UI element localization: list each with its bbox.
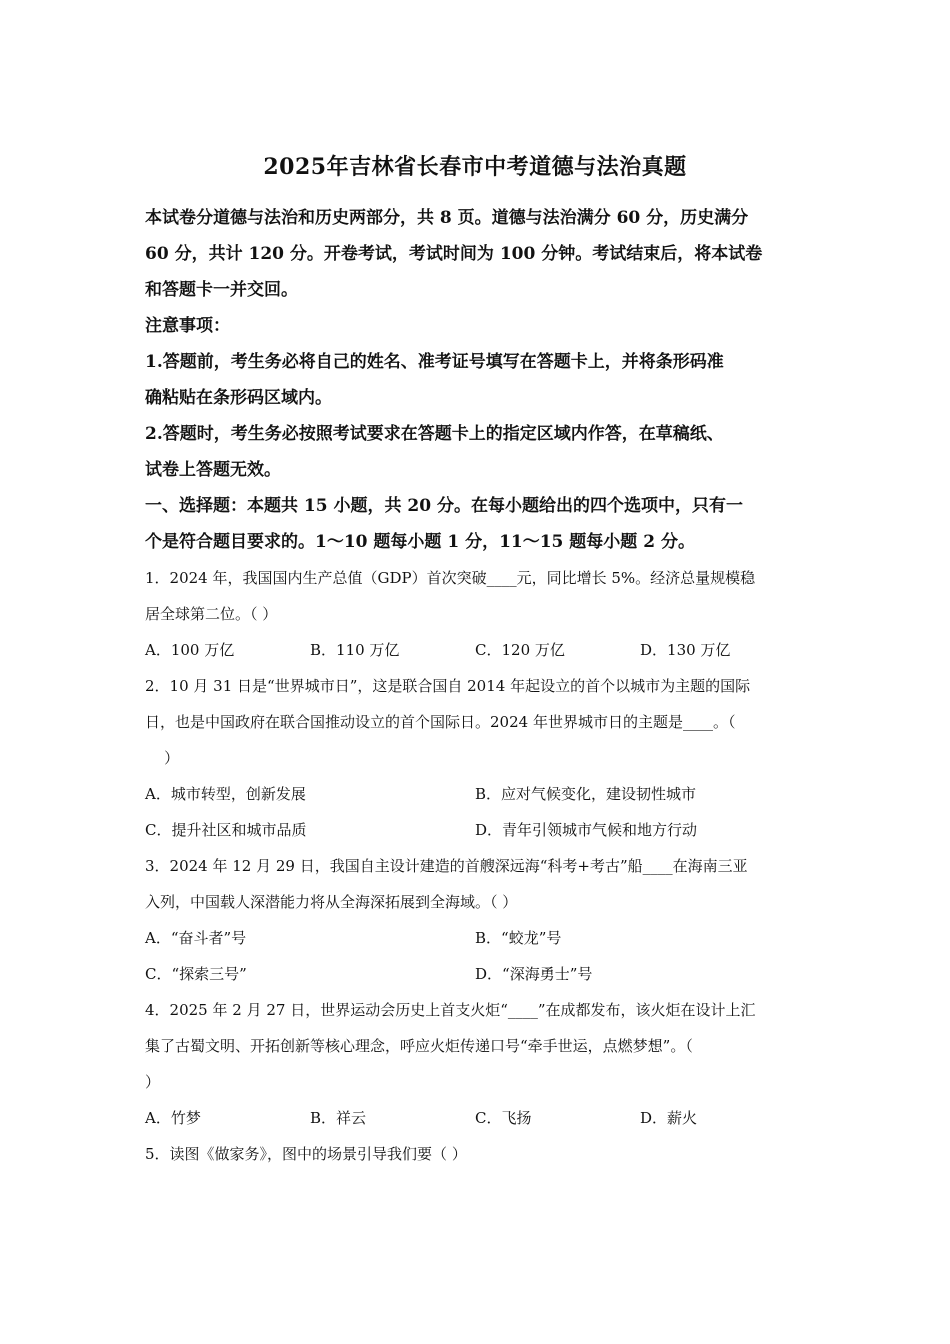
- notice-item: 1.答题前，考生务必将自己的姓名、准考证号填写在答题卡上，并将条形码准: [145, 352, 724, 372]
- option-c: C．提升社区和城市品质: [145, 821, 307, 839]
- question-line: 5．读图《做家务》，图中的场景引导我们要（ ）: [145, 1145, 467, 1163]
- question-line: 1．2024 年，我国国内生产总值（GDP）首次突破____元，同比增长 5%。经济总量规模稳: [145, 569, 756, 587]
- intro-line: 本试卷分道德与法治和历史两部分，共 8 页。道德与法治满分 60 分，历史满分: [145, 208, 749, 228]
- option-a: A．城市转型，创新发展: [145, 785, 306, 803]
- question-4: [145, 992, 805, 1136]
- page-title: 2025年吉林省长春市中考道德与法治真题: [263, 154, 687, 180]
- question-line: 集了古蜀文明、开拓创新等核心理念，呼应火炬传递口号“牵手世运，点燃梦想”。（: [145, 1037, 693, 1055]
- options-row: [145, 812, 805, 848]
- options-row: [145, 956, 805, 992]
- intro-line: 和答题卡一并交回。: [145, 280, 298, 300]
- section-heading: 个是符合题目要求的。1～10 题每小题 1 分，11～15 题每小题 2 分。: [145, 532, 695, 552]
- option-c: C．“探索三号”: [145, 965, 247, 983]
- notice-heading: 注意事项：: [145, 316, 230, 336]
- question-line: 日，也是中国政府在联合国推动设立的首个国际日。2024 年世界城市日的主题是____。（: [145, 713, 736, 731]
- question-1: [145, 560, 805, 668]
- question-line: ）: [145, 749, 180, 767]
- question-line: ）: [145, 1073, 161, 1091]
- question-5: [145, 1136, 805, 1172]
- notice-item: 2.答题时，考生务必按照考试要求在答题卡上的指定区域内作答，在草稿纸、: [145, 424, 724, 444]
- option-b: B．祥云: [310, 1109, 367, 1127]
- option-a: A．竹梦: [145, 1109, 201, 1127]
- option-d: D．青年引领城市气候和地方行动: [475, 821, 698, 839]
- intro-line: 60 分，共计 120 分。开卷考试，考试时间为 100 分钟。考试结束后，将本试卷: [145, 244, 763, 264]
- notice-item: 试卷上答题无效。: [145, 460, 281, 480]
- question-line: 居全球第二位。（ ）: [145, 605, 278, 623]
- question-line: 3．2024 年 12 月 29 日，我国自主设计建造的首艘深远海“科考+考古”船____在海南三亚: [145, 857, 748, 875]
- options-row: [145, 632, 805, 668]
- option-a: A．100 万亿: [145, 641, 235, 659]
- question-line: 4．2025 年 2 月 27 日，世界运动会历史上首支火炬“____”在成都发布，该火炬在设计上汇: [145, 1001, 756, 1019]
- options-row: [145, 920, 805, 956]
- option-b: B．“蛟龙”号: [475, 929, 562, 947]
- document-body: [145, 200, 805, 1172]
- question-2: [145, 668, 805, 848]
- notice-item: 确粘贴在条形码区域内。: [145, 388, 332, 408]
- option-d: D．“深海勇士”号: [475, 965, 593, 983]
- option-b: B．110 万亿: [310, 641, 400, 659]
- question-line: 入列，中国载人深潜能力将从全海深拓展到全海域。（ ）: [145, 893, 518, 911]
- option-b: B．应对气候变化，建设韧性城市: [475, 785, 697, 803]
- question-line: 2．10 月 31 日是“世界城市日”，这是联合国自 2014 年起设立的首个以城市为主题的国际: [145, 677, 751, 695]
- question-3: [145, 848, 805, 992]
- section-heading: 一、选择题：本题共 15 小题，共 20 分。在每小题给出的四个选项中，只有一: [145, 496, 743, 516]
- options-row: [145, 776, 805, 812]
- option-a: A．“奋斗者”号: [145, 929, 247, 947]
- option-d: D．薪火: [640, 1109, 698, 1127]
- option-d: D．130 万亿: [640, 641, 731, 659]
- options-row: [145, 1100, 805, 1136]
- option-c: C．120 万亿: [475, 641, 565, 659]
- option-c: C．飞扬: [475, 1109, 532, 1127]
